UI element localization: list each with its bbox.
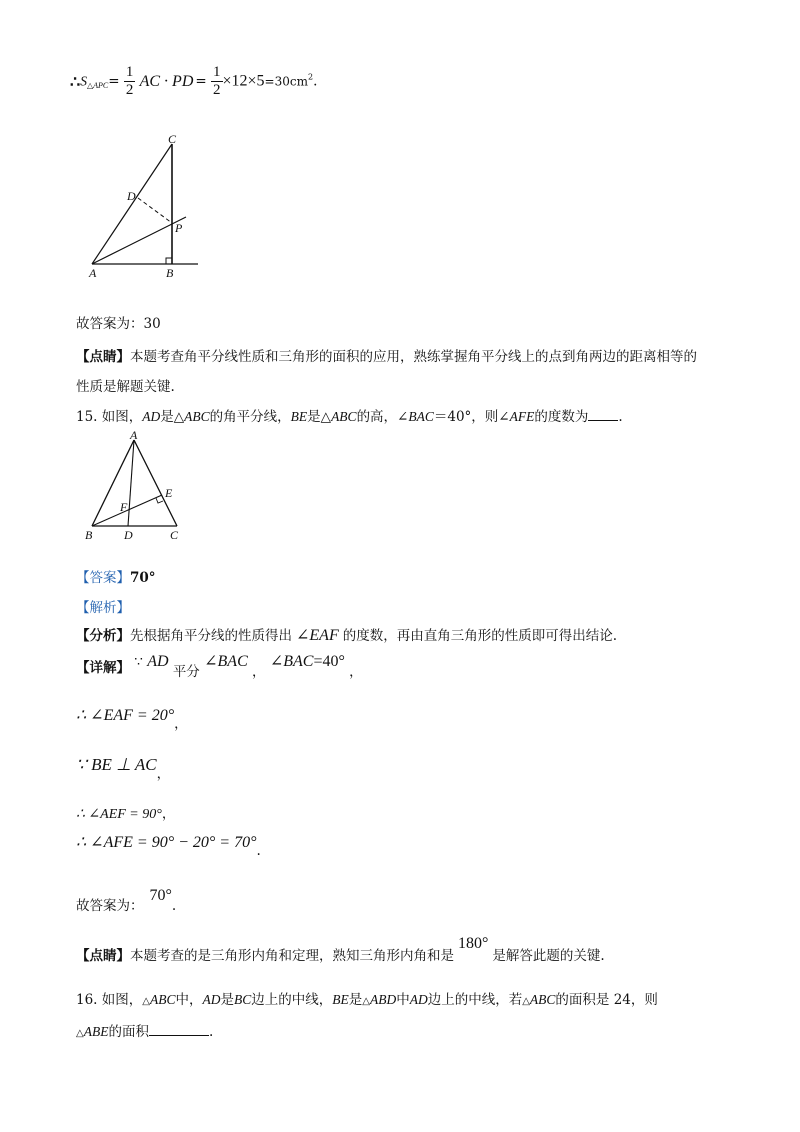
detail-q15: 【详解】 ∵ AD 平分 ∠BAC ， ∠BAC=40° ， [76,653,363,680]
therefore-symbol: ∴ [70,72,81,91]
step-3: ∴ ∠AEF = 90°， [76,806,176,822]
answer-tag: 【答案】 [76,570,130,586]
label-b: B [166,266,174,280]
right-angle-mark [166,258,172,264]
side-ac [134,440,177,526]
angle-eaf: ∠EAF [296,627,339,644]
label-a: A [130,428,138,442]
label-b: B [85,528,93,542]
label-d: D [124,528,133,542]
fenxi-tag: 【分析】 [76,628,130,644]
bisector-ad [128,440,134,526]
equals-sign-2: = [195,73,207,90]
equals-sign: = [108,73,120,90]
period: . [313,73,318,90]
answer-value: 70° [130,570,156,586]
answer-blank [149,1023,209,1036]
label-d: D [127,189,136,203]
label-a: A [89,266,97,280]
comment-tag: 【点睛】 [76,948,130,964]
figure-triangle-abc [82,428,192,546]
question-number: 15. [76,409,98,425]
area-symbol: S [80,73,87,89]
question-16-line1: 16. 如图，△ABC中，AD是BC边上的中线，BE是△ABD中AD边上的中线，若△ABC的面积是 24，则 [76,992,658,1008]
perpendicular-pd [138,198,172,223]
comment-text: 本题考查角平分线性质和三角形的面积的应用，熟练掌握角平分线上的点到角两边的距离相等的 [130,349,697,365]
question-number: 16. [76,992,98,1008]
product-term: ×12×5 [222,72,265,90]
step-1: ∴ ∠EAF = 20°， [76,707,188,732]
comment-tag: 【点睛】 [76,349,130,365]
label-c: C [170,528,179,542]
answer-blank [588,408,618,421]
unit-superscript: 2 [307,72,314,82]
right-angle-mark-e [156,498,163,503]
label-f: F [120,500,128,514]
fraction-one-half: $\frac{1}{2}$ [125,64,134,98]
step-4: ∴ ∠AFE = 90° − 20° = 70°. [76,834,261,859]
comment-q14-line1 [76,345,697,365]
step-2: ∵ BE ⊥ AC， [76,755,171,782]
label-e: E [165,486,173,500]
comment-q15: 【点睛】本题考查的是三角形内角和定理，熟知三角形内角和是180°是解答此题的关键. [76,935,605,964]
comment-q14-line2: 性质是解题关键. [76,379,175,395]
area-formula-line [70,64,317,104]
label-p: P [175,221,183,235]
detail-tag: 【详解】 [76,660,130,676]
final-answer-q15: 故答案为：70°. [76,887,177,914]
fenxi-q15: 【分析】先根据角平分线的性质得出 ∠EAF 的度数，再由直角三角形的性质即可得出结论. [76,627,618,644]
analysis-tag: 【解析】 [76,600,130,616]
answer-q15 [76,566,156,586]
figure-triangle-apc [80,128,210,283]
answer-line-q14: 故答案为：30 [76,316,161,332]
area-result: =30cm [264,74,308,89]
label-c: C [168,132,177,146]
side-ab [92,440,134,526]
question-15: 15. 如图，AD是△ABC的角平分线，BE是△ABC的高，∠BAC＝40°，则∠AFE的度数为 . [76,409,623,425]
fraction-one-half-2: $\frac{1}{2}$ [213,64,221,98]
question-16-line2: △ABE的面积 . [76,1024,214,1040]
ac-pd-term: AC · PD [139,72,194,90]
segment-ac [92,144,172,264]
area-subscript: △APC [86,81,109,90]
